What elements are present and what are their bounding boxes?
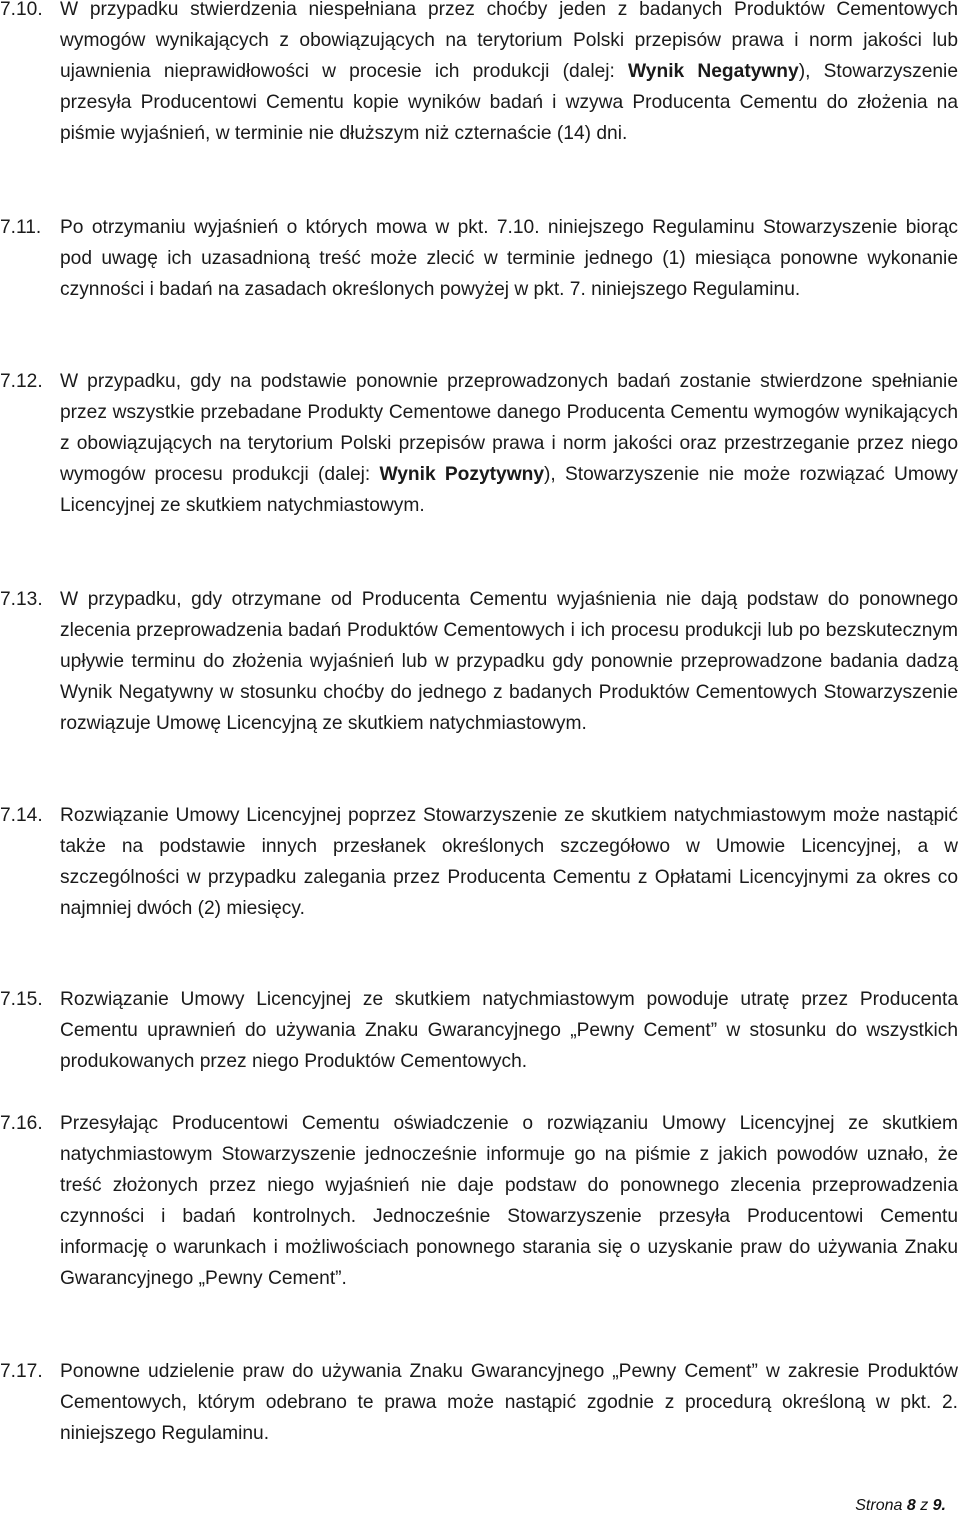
paragraph-number: 7.10. — [0, 0, 43, 20]
page-footer — [855, 1496, 946, 1516]
paragraph-7-17 — [0, 1356, 958, 1449]
page-number: 8 — [906, 1497, 916, 1514]
page-total: 9. — [932, 1497, 946, 1514]
paragraph-text: Przesyłając Producentowi Cementu oświadczenie o rozwiązaniu Umowy Licencyjnej ze skutkiem natychmiastowym Stowarzyszenie jednocześnie informuje go na piśmie z jakich powodów uznało, że treść złożonych przez niego wyjaśnień nie daje podstaw do ponownego zlecenia przeprowadzenia czynności i badań kontrolnych. Jednocześnie Stowarzyszenie przesyła Producentowi Cementu informację o warunkach i możliwościach ponownego starania się o uzyskanie praw do używania Znaku Gwarancyjnego „Pewny Cement”. — [60, 1113, 958, 1289]
paragraph-text: Rozwiązanie Umowy Licencyjnej ze skutkiem natychmiastowym powoduje utratę przez Producenta Cementu uprawnień do używania Znaku Gwarancyjnego „Pewny Cement” w stosunku do wszystkich produkowanych przez niego Produktów Cementowych. — [60, 989, 958, 1072]
paragraph-7-14 — [0, 800, 958, 924]
paragraph-number: 7.15. — [0, 989, 43, 1010]
paragraph-7-16 — [0, 1108, 958, 1294]
page-label: Strona — [855, 1497, 903, 1514]
paragraph-number: 7.11. — [0, 217, 42, 238]
paragraph-7-12 — [0, 366, 958, 521]
paragraph-number: 7.12. — [0, 371, 43, 392]
paragraph-number: 7.13. — [0, 589, 43, 610]
paragraph-text: Po otrzymaniu wyjaśnień o których mowa w pkt. 7.10. niniejszego Regulaminu Stowarzyszenie biorąc pod uwagę ich uzasadnioną treść może zlecić w terminie jednego (1) miesiąca ponowne wykonanie czynności i badań na zasadach określonych powyżej w pkt. 7. niniejszego Regulaminu. — [60, 217, 958, 300]
result-term: Wynik Negatywny — [628, 61, 799, 82]
paragraph-number: 7.17. — [0, 1361, 43, 1382]
paragraph-text: W przypadku, gdy otrzymane od Producenta Cementu wyjaśnienia nie dają podstaw do ponownego zlecenia przeprowadzenia badań Produktów Cementowych i ich procesu produkcji lub po bezskutecznym upływie terminu do złożenia wyjaśnień lub w przypadku gdy ponownie przeprowadzone badania dadzą Wynik Negatywny w stosunku choćby do jednego z badanych Produktów Cementowych Stowarzyszenie rozwiązuje Umowę Licencyjną ze skutkiem natychmiastowym. — [60, 589, 958, 734]
paragraph-text: W przypadku stwierdzenia niespełniana przez choćby jeden z badanych Produktów Cementowych wymogów wynikających z obowiązujących na terytorium Polski przepisów prawa i norm jakości lub ujawnienia nieprawidłowości w procesie ich produkcji (dalej: Wynik Negatywny), Stowarzyszenie przesyła Producentowi Cementu kopie wyników badań i wzywa Producenta Cementu do złożenia na piśmie wyjaśnień, w terminie nie dłuższym niż czternaście (14) dni. — [60, 0, 958, 144]
result-term: Wynik Pozytywny — [379, 464, 545, 485]
paragraph-7-10 — [0, 0, 958, 149]
paragraph-number: 7.16. — [0, 1113, 43, 1134]
paragraph-7-11 — [0, 212, 958, 305]
paragraph-text: W przypadku, gdy na podstawie ponownie przeprowadzonych badań zostanie stwierdzone spełnianie przez wszystkie przebadane Produkty Cementowe danego Producenta Cementu wymogów wynikających z obowiązujących na terytorium Polski przepisów prawa i norm jakości oraz przestrzeganie przez niego wymogów procesu produkcji (dalej: Wynik Pozytywny), Stowarzyszenie nie może rozwiązać Umowy Licencyjnej ze skutkiem natychmiastowym. — [60, 371, 958, 516]
paragraph-text: Rozwiązanie Umowy Licencyjnej poprzez Stowarzyszenie ze skutkiem natychmiastowym może nastąpić także na podstawie innych przesłanek określonych szczegółowo w Umowie Licencyjnej, a w szczególności w przypadku zalegania przez Producenta Cementu z Opłatami Licencyjnymi za okres co najmniej dwóch (2) miesięcy. — [60, 805, 958, 919]
page-of: z — [920, 1497, 929, 1514]
paragraph-text: Ponowne udzielenie praw do używania Znaku Gwarancyjnego „Pewny Cement” w zakresie Produktów Cementowych, którym odebrano te prawa może nastąpić zgodnie z procedurą określoną w pkt. 2. niniejszego Regulaminu. — [60, 1361, 958, 1444]
paragraph-7-13 — [0, 584, 958, 739]
paragraph-7-15 — [0, 984, 958, 1077]
paragraph-number: 7.14. — [0, 805, 43, 826]
